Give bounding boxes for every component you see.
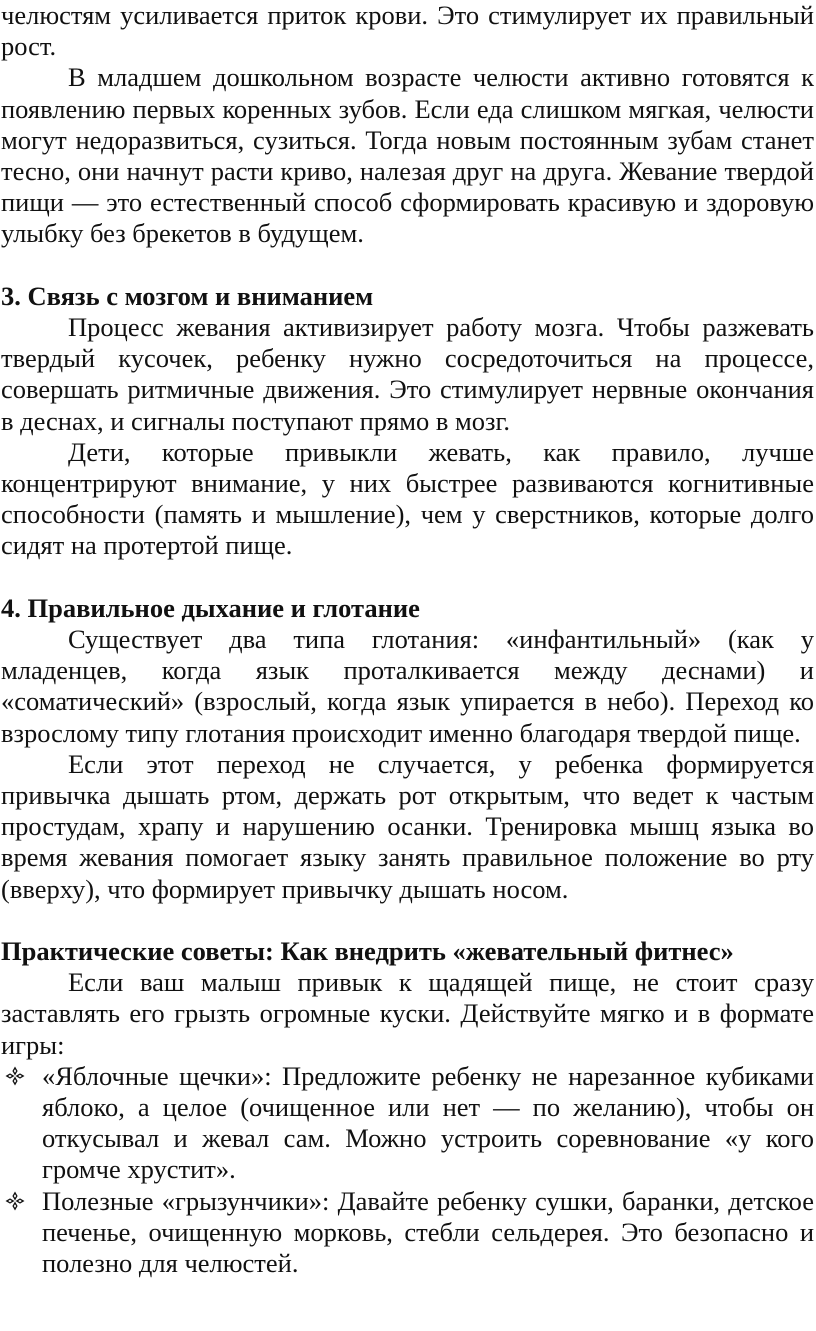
list-item [1,1061,814,1186]
spacer [1,250,814,281]
tips-list [1,1061,814,1279]
spacer [1,562,814,593]
paragraph-attention: Дети, которые привыкли жевать, как правило, лучше концентрируют внимание, у них быстрее развиваются когнитивные способности (память и мышление), чем у сверстников, которые долго сидят на протертой пище. [1,436,814,561]
list-item-text: Полезные «грызунчики»: Давайте ребенку сушки, баранки, детское печенье, очищенную морковь, стебли сельдерея. Это безопасно и полезно для челюстей. [42,1185,814,1279]
paragraph-continuation: челюстям усиливается приток крови. Это стимулирует их правильный рост. [1,0,814,62]
paragraph-jaws: В младшем дошкольном возрасте челюсти активно готовятся к появлению первых коренных зубов. Если еда слишком мягкая, челюсти могут недоразвиться, сузиться. Тогда новым постоянным зубам станет тесно, они начнут расти криво, налезая друг на друга. Жевание твердой пищи — это естественный способ сформировать красивую и здоровую улыбку без брекетов в будущем. [1,62,814,249]
heading-section-3: 3. Связь с мозгом и вниманием [1,280,374,311]
spacer [1,905,814,936]
paragraph-tips-intro: Если ваш малыш привык к щадящей пище, не стоит сразу заставлять его грызть огромные куски. Действуйте мягко и в формате игры: [1,967,814,1060]
list-item [1,1186,814,1280]
heading-practical-tips: Практические советы: Как внедрить «жевательный фитнес» [1,936,734,967]
diamond-quad-bullet-icon [2,1186,28,1217]
paragraph-swallowing: Существует два типа глотания: «инфантильный» (как у младенцев, когда язык проталкивается между деснами) и «соматический» (взрослый, когда язык упирается в небо). Переход ко взрослому типу глотания происходит именно благодаря твердой пище. [1,624,814,748]
heading-section-4: 4. Правильное дыхание и глотание [1,592,420,623]
paragraph-breathing: Если этот переход не случается, у ребенка формируется привычка дышать ртом, держать рот открытым, что ведет к частым простудам, храпу и нарушению осанки. Тренировка мышц языка во время жевания помогает языку занять правильное положение во рту (вверху), что формирует привычку дышать носом. [1,748,814,904]
paragraph-brain: Процесс жевания активизирует работу мозга. Чтобы разжевать твердый кусочек, ребенку нужно сосредоточиться на процессе, совершать ритмичные движения. Это стимулирует нервные окончания в деснах, и сигналы поступают прямо в мозг. [1,312,814,436]
document-page [1,0,814,1279]
list-item-text: «Яблочные щечки»: Предложите ребенку не нарезанное кубиками яблоко, а целое (очищенное или нет — по желанию), чтобы он откусывал и жевал сам. Можно устроить соревнование «у кого громче хрустит». [42,1060,814,1185]
diamond-quad-bullet-icon [2,1061,28,1092]
